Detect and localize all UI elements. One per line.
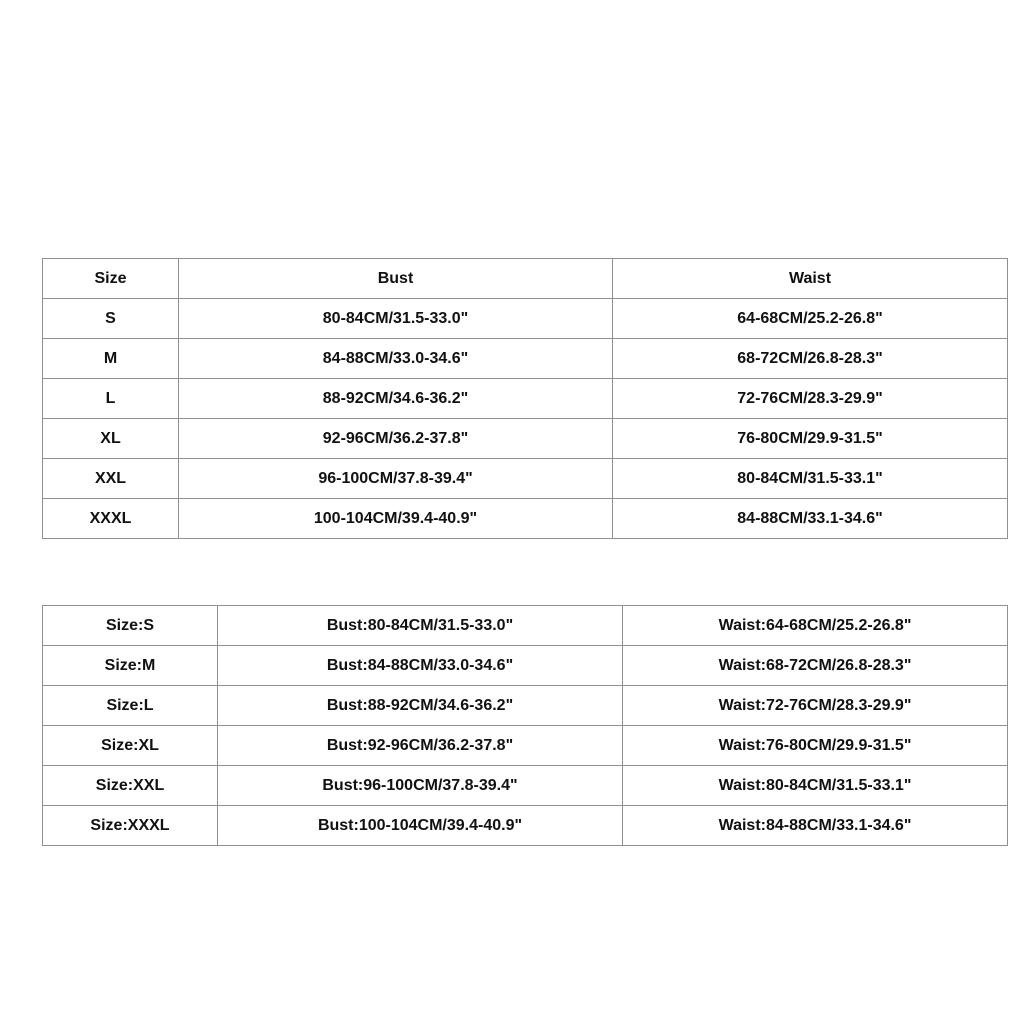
bust-cell: Bust:92-96CM/36.2-37.8" (218, 726, 623, 766)
table-row (43, 499, 1008, 539)
bust-cell: Bust:100-104CM/39.4-40.9" (218, 806, 623, 846)
table-row (43, 459, 1008, 499)
size-cell: Size:XXL (43, 766, 218, 806)
size-cell: Size:XXXL (43, 806, 218, 846)
bust-cell: Bust:96-100CM/37.8-39.4" (218, 766, 623, 806)
bust-cell: 80-84CM/31.5-33.0" (179, 299, 613, 339)
bust-cell: 96-100CM/37.8-39.4" (179, 459, 613, 499)
header-waist: Waist (613, 259, 1008, 299)
table-row (43, 379, 1008, 419)
bust-cell: 100-104CM/39.4-40.9" (179, 499, 613, 539)
header-size: Size (43, 259, 179, 299)
table-row (43, 686, 1008, 726)
waist-cell: 84-88CM/33.1-34.6" (613, 499, 1008, 539)
size-cell: Size:S (43, 606, 218, 646)
labeled-size-chart-table (42, 605, 1008, 846)
waist-cell: Waist:84-88CM/33.1-34.6" (623, 806, 1008, 846)
table-row (43, 606, 1008, 646)
size-chart-table (42, 258, 1008, 539)
header-bust: Bust (179, 259, 613, 299)
waist-cell: 76-80CM/29.9-31.5" (613, 419, 1008, 459)
size-cell: XXXL (43, 499, 179, 539)
table-row (43, 726, 1008, 766)
table-row (43, 766, 1008, 806)
size-cell: M (43, 339, 179, 379)
bust-cell: 88-92CM/34.6-36.2" (179, 379, 613, 419)
waist-cell: 72-76CM/28.3-29.9" (613, 379, 1008, 419)
size-cell: Size:XL (43, 726, 218, 766)
size-cell: Size:L (43, 686, 218, 726)
table-row (43, 646, 1008, 686)
table-row (43, 419, 1008, 459)
size-cell: S (43, 299, 179, 339)
waist-cell: 80-84CM/31.5-33.1" (613, 459, 1008, 499)
table-row (43, 339, 1008, 379)
waist-cell: 64-68CM/25.2-26.8" (613, 299, 1008, 339)
bust-cell: Bust:88-92CM/34.6-36.2" (218, 686, 623, 726)
table-row (43, 299, 1008, 339)
bust-cell: Bust:84-88CM/33.0-34.6" (218, 646, 623, 686)
waist-cell: Waist:64-68CM/25.2-26.8" (623, 606, 1008, 646)
size-cell: Size:M (43, 646, 218, 686)
waist-cell: Waist:72-76CM/28.3-29.9" (623, 686, 1008, 726)
bust-cell: 92-96CM/36.2-37.8" (179, 419, 613, 459)
table-header-row (43, 259, 1008, 299)
table-row (43, 806, 1008, 846)
waist-cell: 68-72CM/26.8-28.3" (613, 339, 1008, 379)
bust-cell: 84-88CM/33.0-34.6" (179, 339, 613, 379)
size-cell: L (43, 379, 179, 419)
waist-cell: Waist:76-80CM/29.9-31.5" (623, 726, 1008, 766)
size-cell: XXL (43, 459, 179, 499)
waist-cell: Waist:68-72CM/26.8-28.3" (623, 646, 1008, 686)
size-cell: XL (43, 419, 179, 459)
waist-cell: Waist:80-84CM/31.5-33.1" (623, 766, 1008, 806)
bust-cell: Bust:80-84CM/31.5-33.0" (218, 606, 623, 646)
